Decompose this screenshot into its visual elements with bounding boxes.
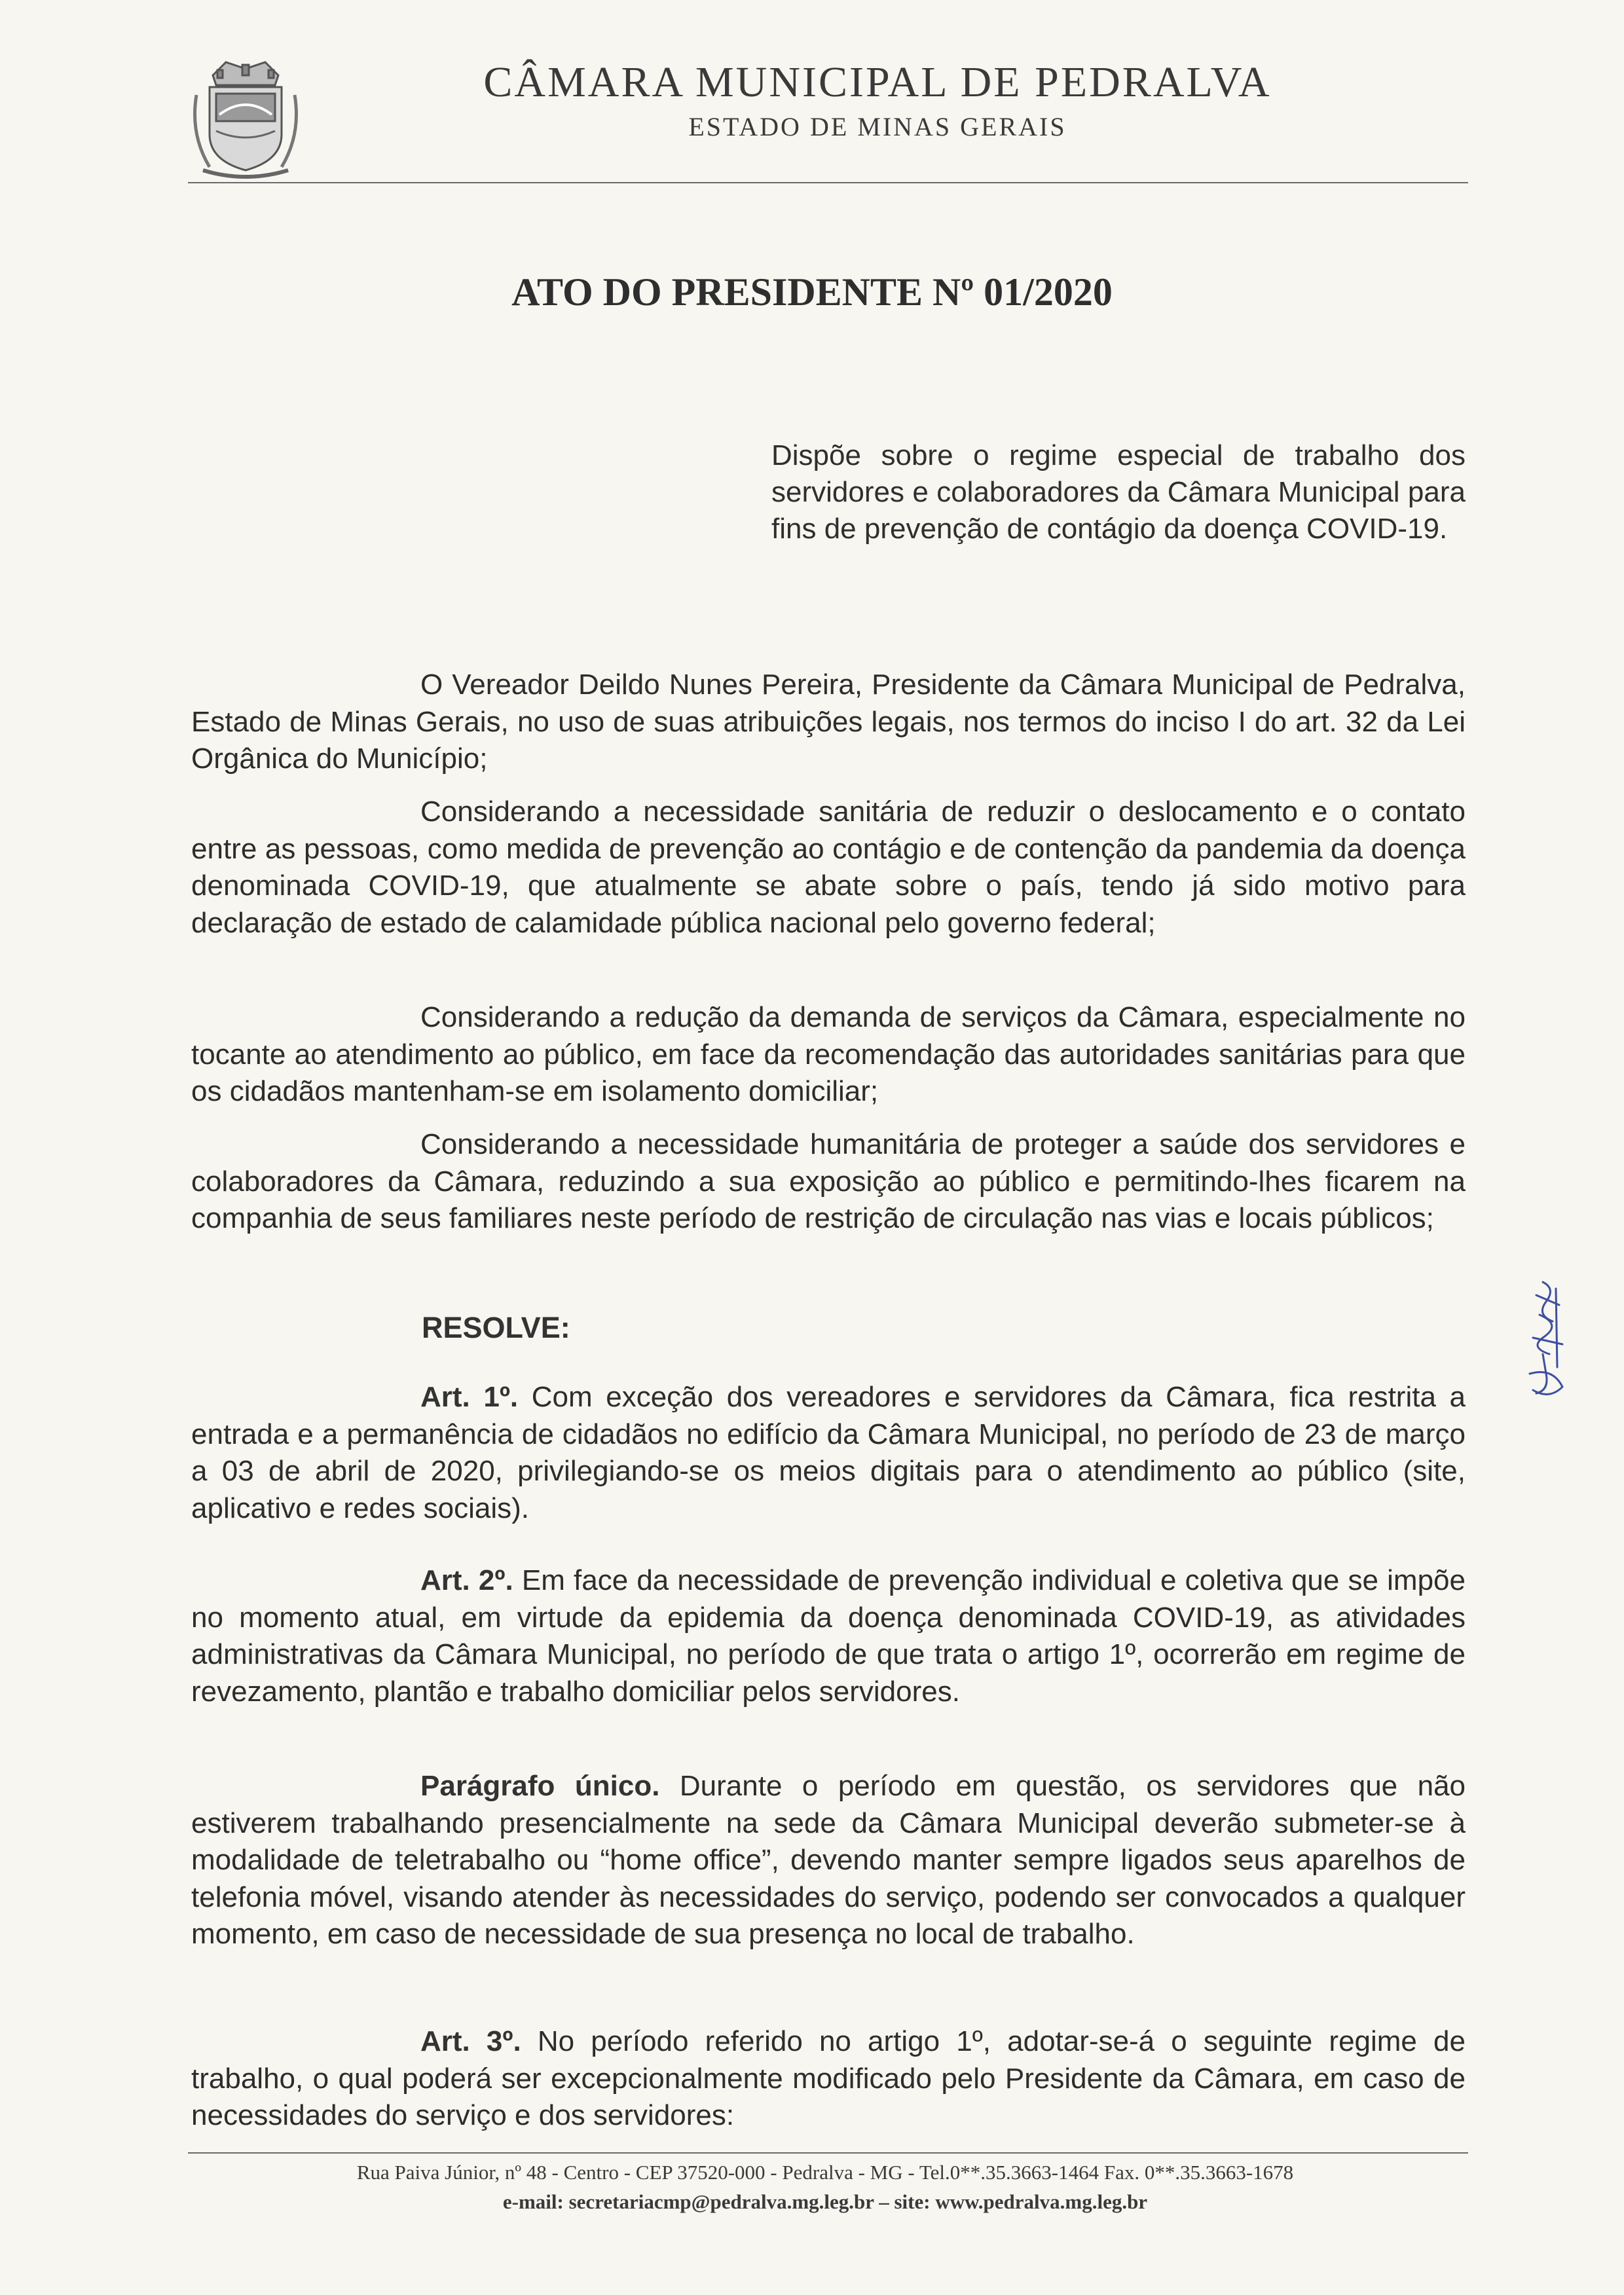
considerando-2-paragraph: Considerando a redução da demanda de serviços da Câmara, especialmente no tocante ao atendimento ao público, em face da recomendação das autoridades sanitárias para que os cidadãos mantenham-se em isolamento domiciliar; (191, 1001, 1466, 1107)
preamble-paragraph: O Vereador Deildo Nunes Pereira, Presidente da Câmara Municipal de Pedralva, Estado de Minas Gerais, no uso de suas atribuições legais, nos termos do inciso I do art. 32 da Lei Orgânica do Município; (191, 669, 1466, 775)
considerando-1-paragraph: Considerando a necessidade sanitária de reduzir o deslocamento e o contato entre as pessoas, como medida de prevenção ao contágio e de contenção da pandemia da doença denominada COVID-19, que atualmente se abate sobre o país, tendo já sido motivo para declaração de estado de calamidade pública nacional pelo governo federal; (191, 796, 1466, 939)
paragrafo-unico-text: Durante o período em questão, os servidores que não estiverem trabalhando presencialmente na sede da Câmara Municipal deverão submeter-se à modalidade de teletrabalho ou “home office”, devendo manter sempre ligados seus aparelhos de telefonia móvel, visando atender às necessidades do serviço, podendo ser convocados a qualquer momento, em caso de necessidade de sua presença no local de trabalho. (191, 1770, 1466, 1950)
paragrafo-unico-paragraph (191, 1768, 1466, 1953)
signature-initials-icon (1517, 1276, 1576, 1406)
footer-address: Rua Paiva Júnior, nº 48 - Centro - CEP 37520-000 - Pedralva - MG - Tel.0**.35.3663-1464 Fax. 0**.35.3663-1678 (356, 2161, 1294, 2184)
article-1-paragraph (191, 1379, 1466, 1527)
act-title: ATO DO PRESIDENTE Nº 01/2020 (511, 270, 1113, 314)
paragrafo-unico-label: Parágrafo único. (420, 1770, 660, 1802)
header-title: CÂMARA MUNICIPAL DE PEDRALVA (483, 58, 1272, 106)
article-3-paragraph (191, 2023, 1466, 2135)
footer-contact: e-mail: secretariacmp@pedralva.mg.leg.br – site: www.pedralva.mg.leg.br (502, 2190, 1148, 2213)
resolve-heading: RESOLVE: (422, 1311, 570, 1344)
article-2-paragraph (191, 1562, 1466, 1710)
ementa: Dispõe sobre o regime especial de trabalho dos servidores e colaboradores da Câmara Municipal para fins de prevenção de contágio da doença COVID-19. (771, 439, 1466, 545)
article-2-label: Art. 2º. (420, 1564, 513, 1596)
considerando-3-paragraph: Considerando a necessidade humanitária de proteger a saúde dos servidores e colaboradores da Câmara, reduzindo a sua exposição ao público e permitindo-lhes ficarem na companhia de seus familiares neste período de restrição de circulação nas vias e locais públicos; (191, 1128, 1466, 1234)
header-subtitle: ESTADO DE MINAS GERAIS (688, 112, 1067, 141)
article-3-text: No período referido no artigo 1º, adotar-se-á o seguinte regime de trabalho, o qual poderá ser excepcionalmente modificado pelo Presidente da Câmara, em caso de necessidades do serviço e dos servidores: (191, 2025, 1466, 2131)
header-divider (188, 182, 1468, 183)
article-1-label: Art. 1º. (420, 1381, 519, 1413)
article-3-label: Art. 3º. (420, 2025, 521, 2057)
article-2-text: Em face da necessidade de prevenção individual e coletiva que se impõe no momento atual, em virtude da epidemia da doença denominada COVID-19, as atividades administrativas da Câmara Municipal, no período de que trata o artigo 1º, ocorrerão em regime de revezamento, plantão e trabalho domiciliar pelos servidores. (191, 1564, 1466, 1708)
article-1-text: Com exceção dos vereadores e servidores da Câmara, fica restrita a entrada e a permanência de cidadãos no edifício da Câmara Municipal, no período de 23 de março a 03 de abril de 2020, privilegiando-se os meios digitais para o atendimento ao público (site, aplicativo e redes sociais). (191, 1381, 1466, 1524)
footer-divider (188, 2152, 1468, 2154)
